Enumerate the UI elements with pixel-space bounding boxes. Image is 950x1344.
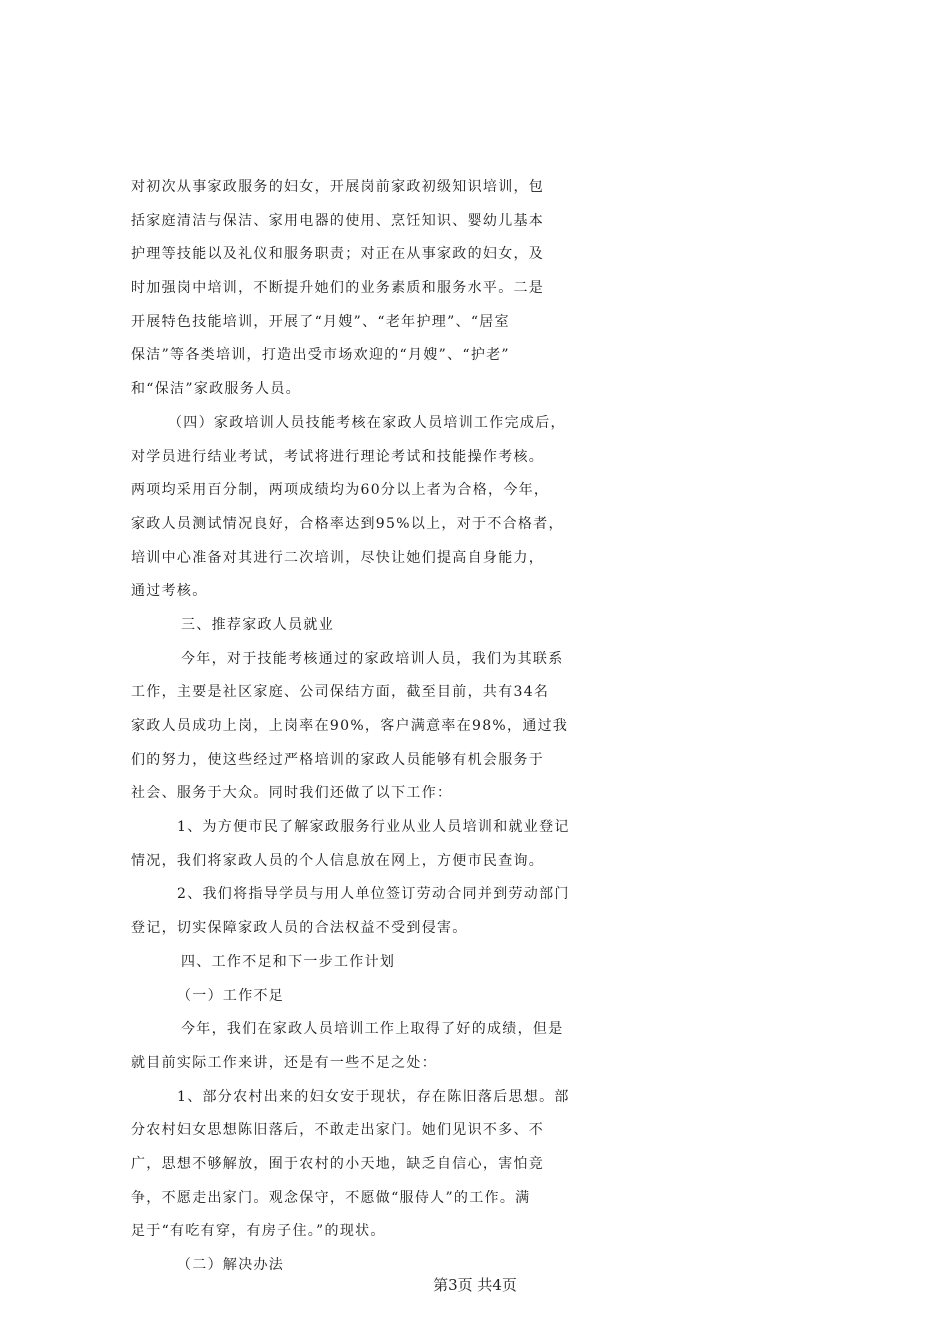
text-line: 两项均采用百分制，两项成绩均为60分以上者为合格，今年， (131, 482, 550, 499)
text-line: 争，不愿走出家门。观念保守，不愿做“服侍人”的工作。满 (131, 1189, 531, 1206)
text-line: 们的努力，使这些经过严格培训的家政人员能够有机会服务于 (131, 751, 545, 768)
text-line: 1、为方便市民了解家政服务行业从业人员培训和就业登记 (177, 819, 570, 836)
body-text (0, 171, 950, 1283)
text-line: 工作，主要是社区家庭、公司保结方面，截至目前，共有34名 (131, 684, 550, 701)
subsection-heading: （二）解决办法 (177, 1257, 285, 1273)
text-line: 足于“有吃有穿，有房子住。”的现状。 (131, 1223, 386, 1240)
text-line: 保洁”等各类培训，打造出受市场欢迎的“月嫂”、“护老” (131, 347, 510, 364)
text-line: 家政人员测试情况良好，合格率达到95%以上，对于不合格者， (131, 515, 564, 532)
text-line: 对学员进行结业考试，考试将进行理论考试和技能操作考核。 (131, 448, 545, 465)
text-line: 括家庭清洁与保洁、家用电器的使用、烹饪知识、婴幼儿基本 (131, 212, 545, 229)
text-line: （四）家政培训人员技能考核在家政人员培训工作完成后， (168, 414, 566, 431)
text-line: 1、部分农村出来的妇女安于现状，存在陈旧落后思想。部 (177, 1088, 570, 1105)
text-line: 今年，对于技能考核通过的家政培训人员，我们为其联系 (181, 650, 564, 667)
text-line: 情况，我们将家政人员的个人信息放在网上，方便市民查询。 (131, 852, 545, 869)
section-heading: 四、工作不足和下一步工作计划 (181, 953, 396, 970)
section-heading: 三、推荐家政人员就业 (181, 616, 334, 633)
text-line: 和“保洁”家政服务人员。 (131, 381, 301, 398)
text-line: 对初次从事家政服务的妇女，开展岗前家政初级知识培训，包 (131, 179, 545, 195)
text-line: 时加强岗中培训，不断提升她们的业务素质和服务水平。二是 (131, 280, 545, 297)
text-line: 就目前实际工作来讲，还是有一些不足之处： (131, 1054, 437, 1071)
page-footer (0, 1274, 950, 1295)
text-line: 家政人员成功上岗，上岗率在90%，客户满意率在98%，通过我 (131, 718, 569, 734)
text-line: 分农村妇女思想陈旧落后，不敢走出家门。她们见识不多、不 (131, 1122, 545, 1139)
page-number: 第3页 共4页 (433, 1276, 517, 1294)
text-line: 开展特色技能培训，开展了“月嫂”、“老年护理”、“居室 (131, 313, 510, 330)
text-line: 培训中心准备对其进行二次培训，尽快让她们提高自身能力， (131, 549, 545, 566)
text-line: 护理等技能以及礼仪和服务职责；对正在从事家政的妇女，及 (131, 246, 545, 263)
subsection-heading: （一）工作不足 (177, 987, 285, 1004)
text-line: 通过考核。 (131, 583, 208, 600)
text-line: 2、我们将指导学员与用人单位签订劳动合同并到劳动部门 (177, 886, 570, 903)
text-line: 今年，我们在家政人员培训工作上取得了好的成绩，但是 (181, 1021, 564, 1038)
text-line: 社会、服务于大众。同时我们还做了以下工作： (131, 785, 453, 802)
text-line: 广，思想不够解放，囿于农村的小天地，缺乏自信心，害怕竞 (131, 1155, 545, 1172)
text-line: 登记，切实保障家政人员的合法权益不受到侵害。 (131, 920, 468, 937)
